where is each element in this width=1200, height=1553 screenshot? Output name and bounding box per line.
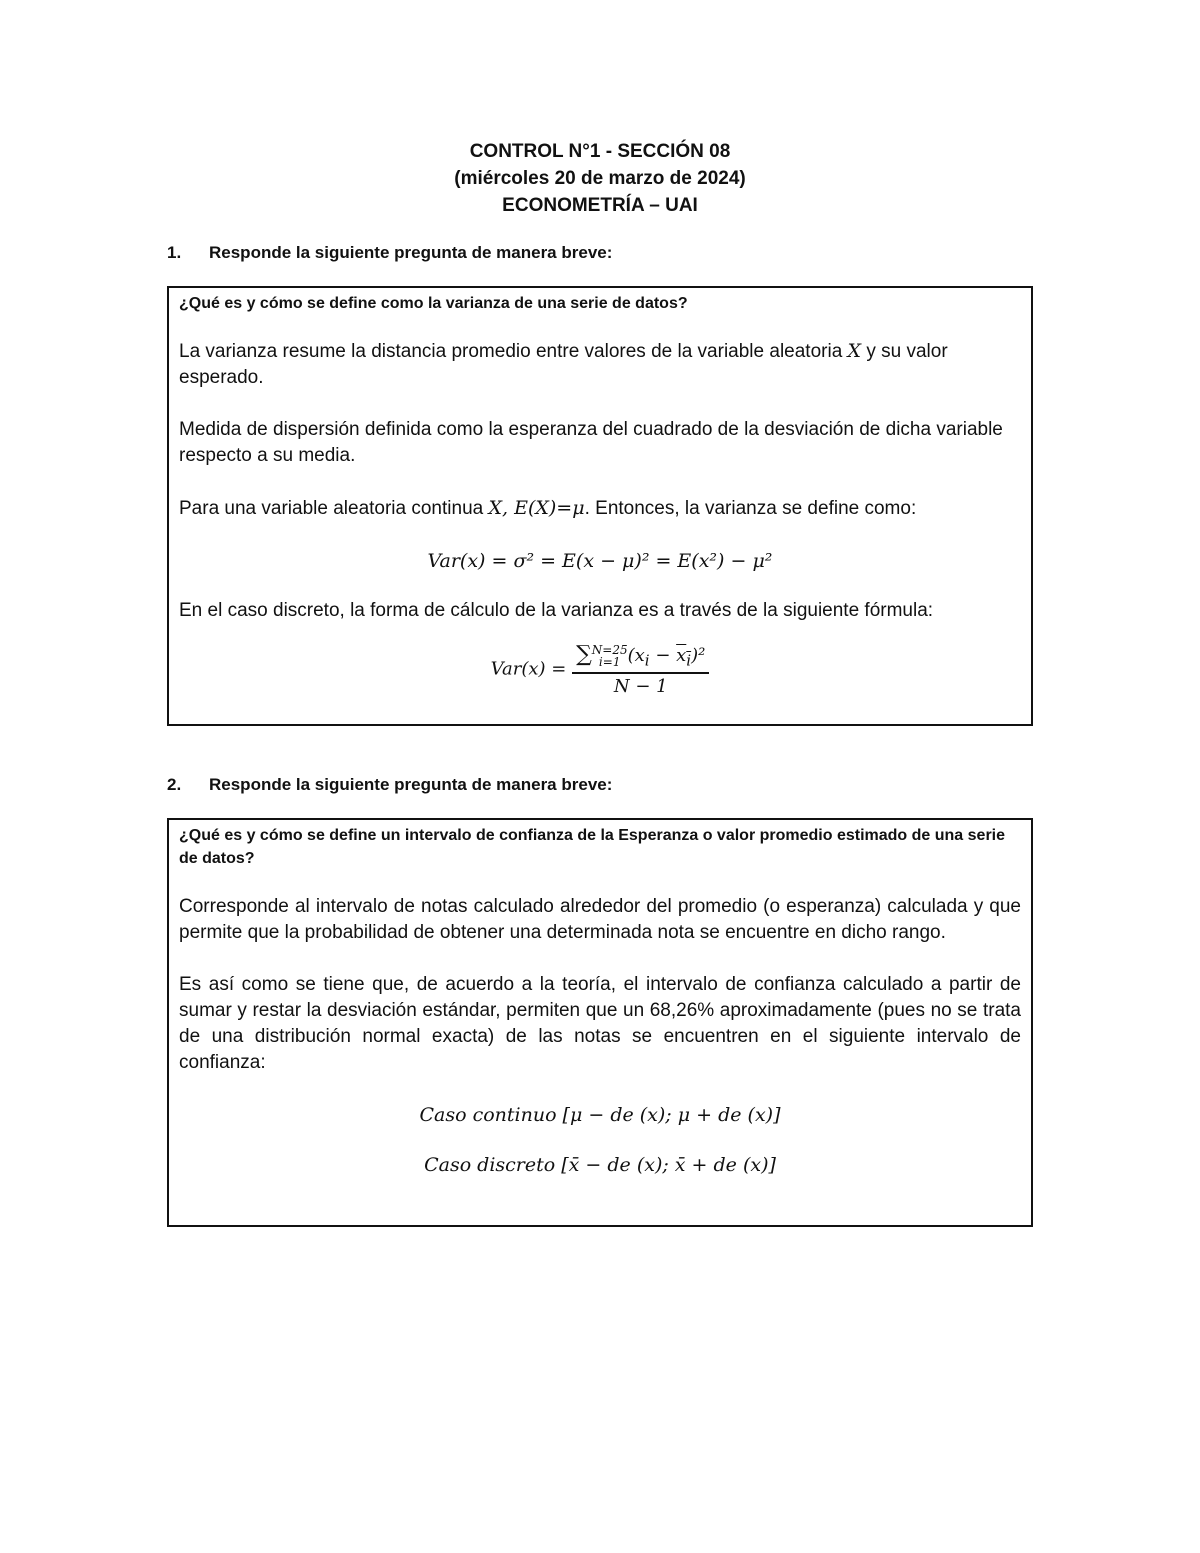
question-1-instruction: Responde la siguiente pregunta de manera breve:: [209, 243, 613, 262]
discrete-variance-formula: [179, 642, 1021, 697]
question-2-number: 2.: [167, 775, 182, 794]
exam-date: (miércoles 20 de marzo de 2024): [454, 168, 746, 189]
formula-lhs: Var(x) =: [490, 658, 567, 680]
question-2-instruction: Responde la siguiente pregunta de manera breve:: [209, 775, 613, 794]
variance-equation: Var(x) = σ² = E(x − μ)² = E(x²) − μ²: [427, 550, 773, 572]
answer-1-paragraph-4: En el caso discreto, la forma de cálculo de la varianza es a través de la siguiente fórmula:: [179, 600, 934, 621]
formula-numerator: ∑ N=25 i=1 $(x_i - x_i)^2$: [572, 642, 709, 674]
answer-1-paragraph-3: Para una variable aleatoria continua X, E(X)=μ. Entonces, la varianza se define como:: [179, 497, 917, 519]
exam-title: CONTROL N°1 - SECCIÓN 08: [469, 141, 731, 162]
question-1-heading: [167, 243, 612, 263]
answer-box-1: [167, 286, 1033, 726]
answer-1-paragraph-2: Medida de dispersión definida como la esperanza del cuadrado de la desviación de dicha variable respecto a su media.: [179, 419, 1003, 466]
answer-box-2: [167, 818, 1033, 1227]
question-2-heading: [167, 775, 612, 795]
answer-2-paragraph-2: Es así como se tiene que, de acuerdo a la teoría, el intervalo de confianza calculado a partir de sumar y restar la desviación estándar, permiten que un 68,26% aproximadamente (pues no se trata de una distribución normal exacta) de las notas se encuentren en el siguiente intervalo de confianza:: [179, 974, 1021, 1073]
question-1-text: ¿Qué es y cómo se define como la varianza de una serie de datos?: [179, 295, 688, 312]
formula-denominator: N − 1: [613, 675, 668, 697]
question-2-text: ¿Qué es y cómo se define un intervalo de confianza de la Esperanza o valor promedio estimado de una serie de datos?: [179, 827, 1006, 867]
document-header: [0, 138, 1200, 219]
discrete-interval-equation: Caso discreto [x̄ − de (x); x̄ + de (x)]: [424, 1154, 776, 1176]
answer-1-paragraph-1: La varianza resume la distancia promedio entre valores de la variable aleatoria X y su valor esperado.: [179, 340, 948, 388]
question-1-number: 1.: [167, 243, 182, 262]
course-name: ECONOMETRÍA – UAI: [502, 195, 698, 216]
answer-2-paragraph-1: Corresponde al intervalo de notas calculado alrededor del promedio (o esperanza) calculada y que permite que la probabilidad de obtener una determinada nota se encuentre en dicho rango.: [179, 896, 1021, 943]
formula-fraction: [572, 642, 709, 697]
continuous-interval-equation: Caso continuo [μ − de (x); μ + de (x)]: [419, 1104, 781, 1126]
